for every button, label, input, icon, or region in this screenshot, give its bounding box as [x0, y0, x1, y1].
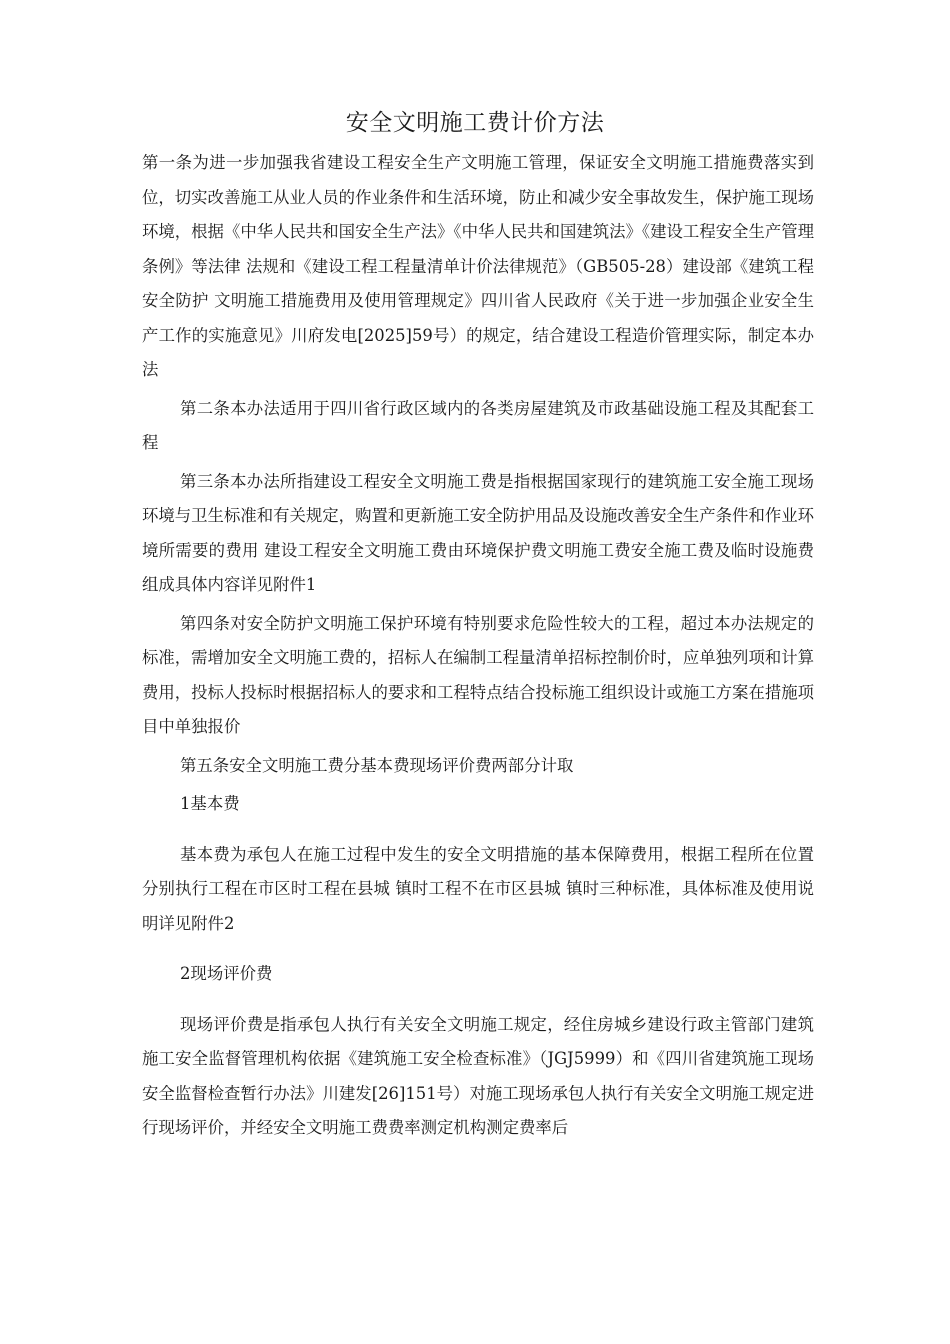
document-body	[142, 146, 814, 1150]
paragraph-basic-fee: 基本费为承包人在施工过程中发生的安全文明措施的基本保障费用，根据工程所在位置分别执行工程在市区时工程在县城 镇时工程不在市区县城 镇时三种标准，具体标准及使用说明详见附件2	[142, 844, 814, 933]
paragraph-article-3: 第三条本办法所指建设工程安全文明施工费是指根据国家现行的建筑施工安全施工现场环境与卫生标准和有关规定，购置和更新施工安全防护用品及设施改善安全生产条件和作业环境所需要的费用 建设工程安全文明施工费由环境保护费文明施工费安全施工费及临时设施费组成具体内容详见附件1	[142, 471, 815, 594]
paragraph-article-4: 第四条对安全防护文明施工保护环境有特别要求危险性较大的工程，超过本办法规定的标准，需增加安全文明施工费的，招标人在编制工程量清单招标控制价时，应单独列项和计算费用，投标人投标时根据招标人的要求和工程特点结合投标施工组织设计或施工方案在措施项目中单独报价	[142, 613, 815, 736]
document-title: 安全文明施工费计价方法	[345, 110, 605, 136]
subheading-basic-fee: 1基本费	[180, 794, 240, 813]
paragraph-article-5: 第五条安全文明施工费分基本费现场评价费两部分计取	[180, 755, 574, 775]
paragraph-article-2: 第二条本办法适用于四川省行政区域内的各类房屋建筑及市政基础设施工程及其配套工程	[142, 398, 814, 452]
paragraph-article-1: 第一条为进一步加强我省建设工程安全生产文明施工管理，保证安全文明施工措施费落实到位，切实改善施工从业人员的作业条件和生活环境，防止和减少安全事故发生，保护施工现场环境，根据《中华人民共和国安全生产法》《中华人民共和国建筑法》《建设工程安全生产管理条例》等法律 法规和《建设工程工程量清单计价法律规范》（GB505-28）建设部《建筑工程安全防护 文明施工措施费用及使用管理规定》四川省人民政府《关于进一步加强企业安全生产工作的实施意见》川府发电[2025]59号）的规定，结合建设工程造价管理实际，制定本办法	[142, 153, 815, 379]
subheading-site-evaluation-fee: 2现场评价费	[180, 964, 273, 983]
paragraph-site-evaluation-fee: 现场评价费是指承包人执行有关安全文明施工规定，经住房城乡建设行政主管部门建筑施工安全监督管理机构依据《建筑施工安全检查标准》（JGJ5999）和《四川省建筑施工现场安全监督检查暂行办法》川建发[26]151号）对施工现场承包人执行有关安全文明施工规定进行现场评价，并经安全文明施工费费率测定机构测定费率后	[142, 1014, 814, 1137]
